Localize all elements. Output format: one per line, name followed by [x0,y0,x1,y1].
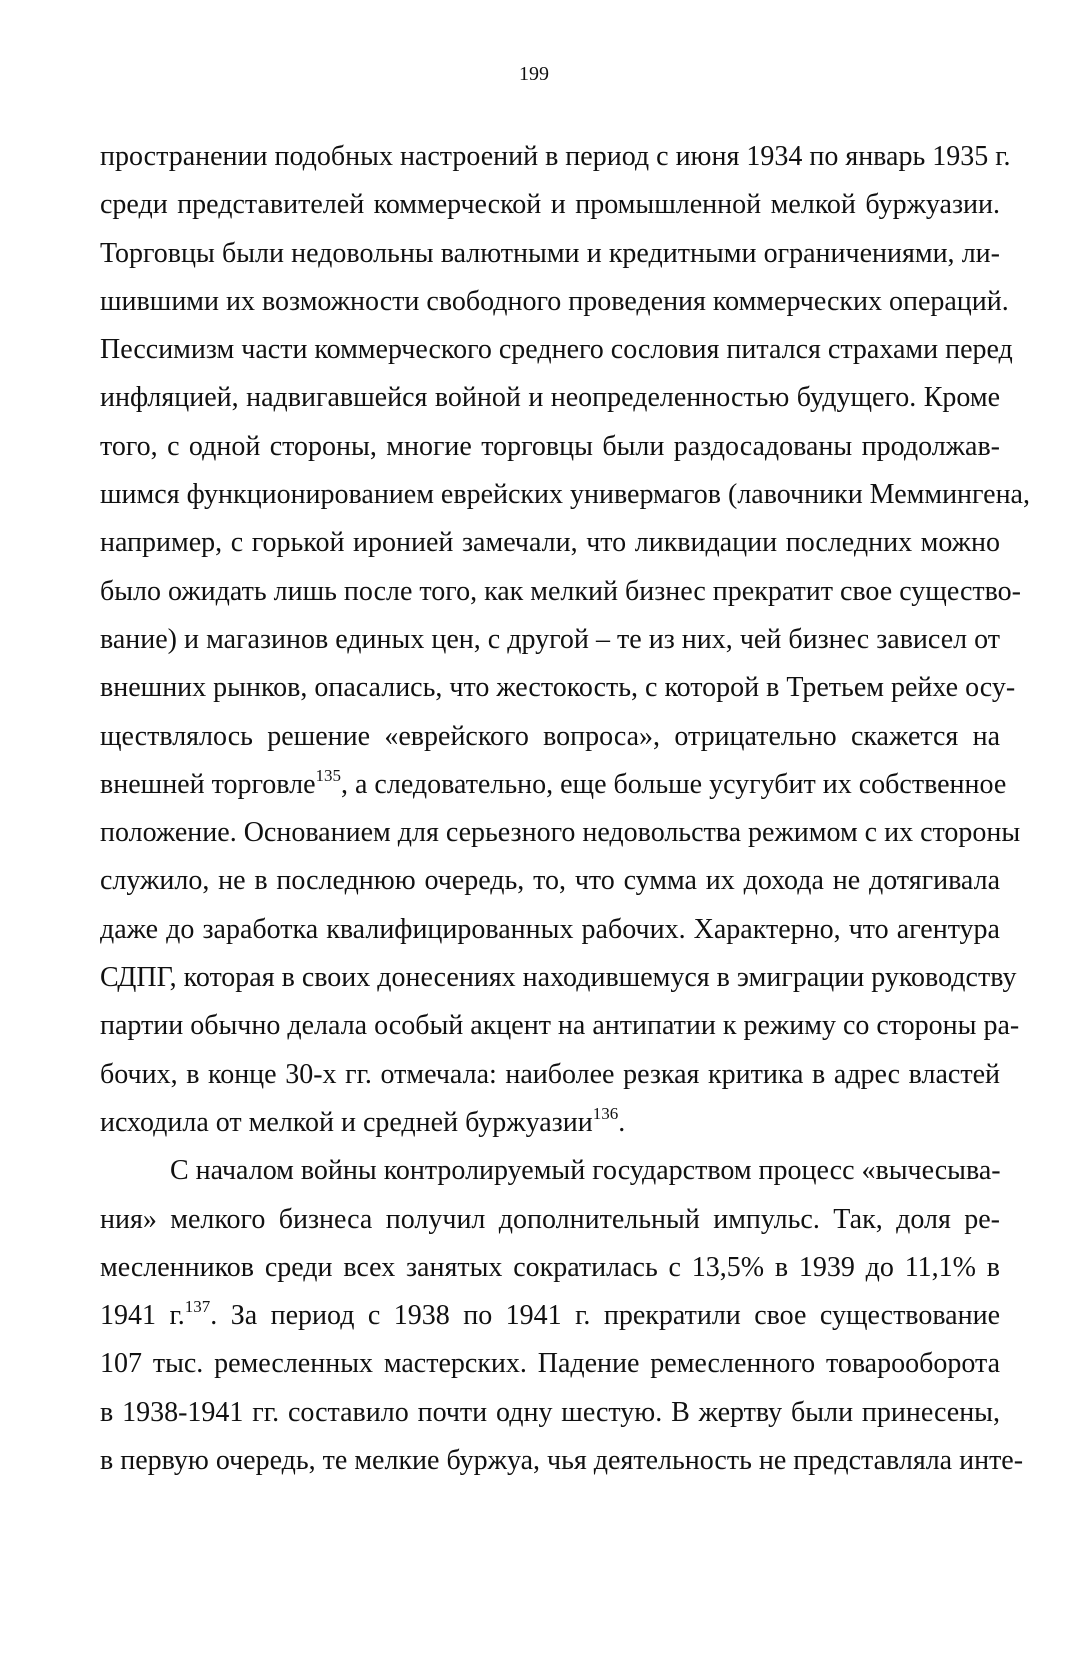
text-line: шимся функционированием еврейских универмагов (лавочники Меммингена, [100,479,1030,511]
text-line: Торговцы были недовольны валютными и кредитными ограничениями, ли- [100,237,1000,269]
text-line: ния» мелкого бизнеса получил дополнительный импульс. Так, доля ре- [100,1203,1000,1235]
text-line: 1941 г.$^{137}$. За период с 1938 по 1941 г. прекратили свое существование [100,1296,1001,1332]
text-line: исходила от мелкой и средней буржуазии$^{136}$. [100,1103,626,1138]
footnote-ref: 136 [592,1103,619,1123]
page-number: 199 [519,63,549,85]
footnote-ref: 135 [315,765,341,785]
text-line: С началом войны контролируемый государством процесс «вычесыва- [170,1155,1001,1187]
text-line: месленников среди всех занятых сократилась с 13,5% в 1939 до 11,1% в [100,1251,1000,1283]
text-line: бочих, в конце 30-х гг. отмечала: наиболее резкая критика в адрес властей [100,1058,1000,1090]
text-line: партии обычно делала особый акцент на антипатии к режиму со стороны ра- [100,1010,1020,1042]
text-line: ществлялось решение «еврейского вопроса», отрицательно скажется на [100,720,1000,752]
text-line: положение. Основанием для серьезного недовольства режимом с их стороны [100,817,1021,849]
text-line: Пессимизм части коммерческого среднего сословия питался страхами перед [100,334,1013,366]
text-line: СДПГ, которая в своих донесениях находившемуся в эмиграции руководству [100,962,1017,994]
text-line: внешней торговле$^{135}$, а следовательно, еще больше усугубит их собственное [100,765,1007,800]
text-line: служило, не в последнюю очередь, то, что сумма их дохода не дотягивала [100,865,1000,897]
body-text [100,133,1030,1485]
text-line: в 1938-1941 гг. составило почти одну шестую. В жертву были принесены, [100,1396,1000,1428]
text-line: в первую очередь, те мелкие буржуа, чья деятельность не представляла инте- [100,1445,1024,1477]
text-line: 107 тыс. ремесленных мастерских. Падение ремесленного товарооборота [100,1348,1000,1380]
text-line: вание) и магазинов единых цен, с другой – те из них, чей бизнес зависел от [100,623,1000,655]
footnote-ref: 137 [184,1296,211,1316]
text-line: шившими их возможности свободного проведения коммерческих операций. [100,285,1009,317]
text-line: пространении подобных настроений в период с июня 1934 по январь 1935 г. [100,141,1011,172]
text-line: внешних рынков, опасались, что жестокость, с которой в Третьем рейхе осу- [100,672,1016,704]
text-line: даже до заработка квалифицированных рабочих. Характерно, что агентура [100,913,1000,945]
text-line: инфляцией, надвигавшейся войной и неопределенностью будущего. Кроме [100,382,1000,414]
text-line: среди представителей коммерческой и промышленной мелкой буржуазии. [100,189,1000,221]
text-line: было ожидать лишь после того, как мелкий бизнес прекратит свое существо- [100,575,1021,607]
text-line: того, с одной стороны, многие торговцы были раздосадованы продолжав- [100,430,1000,462]
text-line: например, с горькой иронией замечали, что ликвидации последних можно [100,527,1000,559]
